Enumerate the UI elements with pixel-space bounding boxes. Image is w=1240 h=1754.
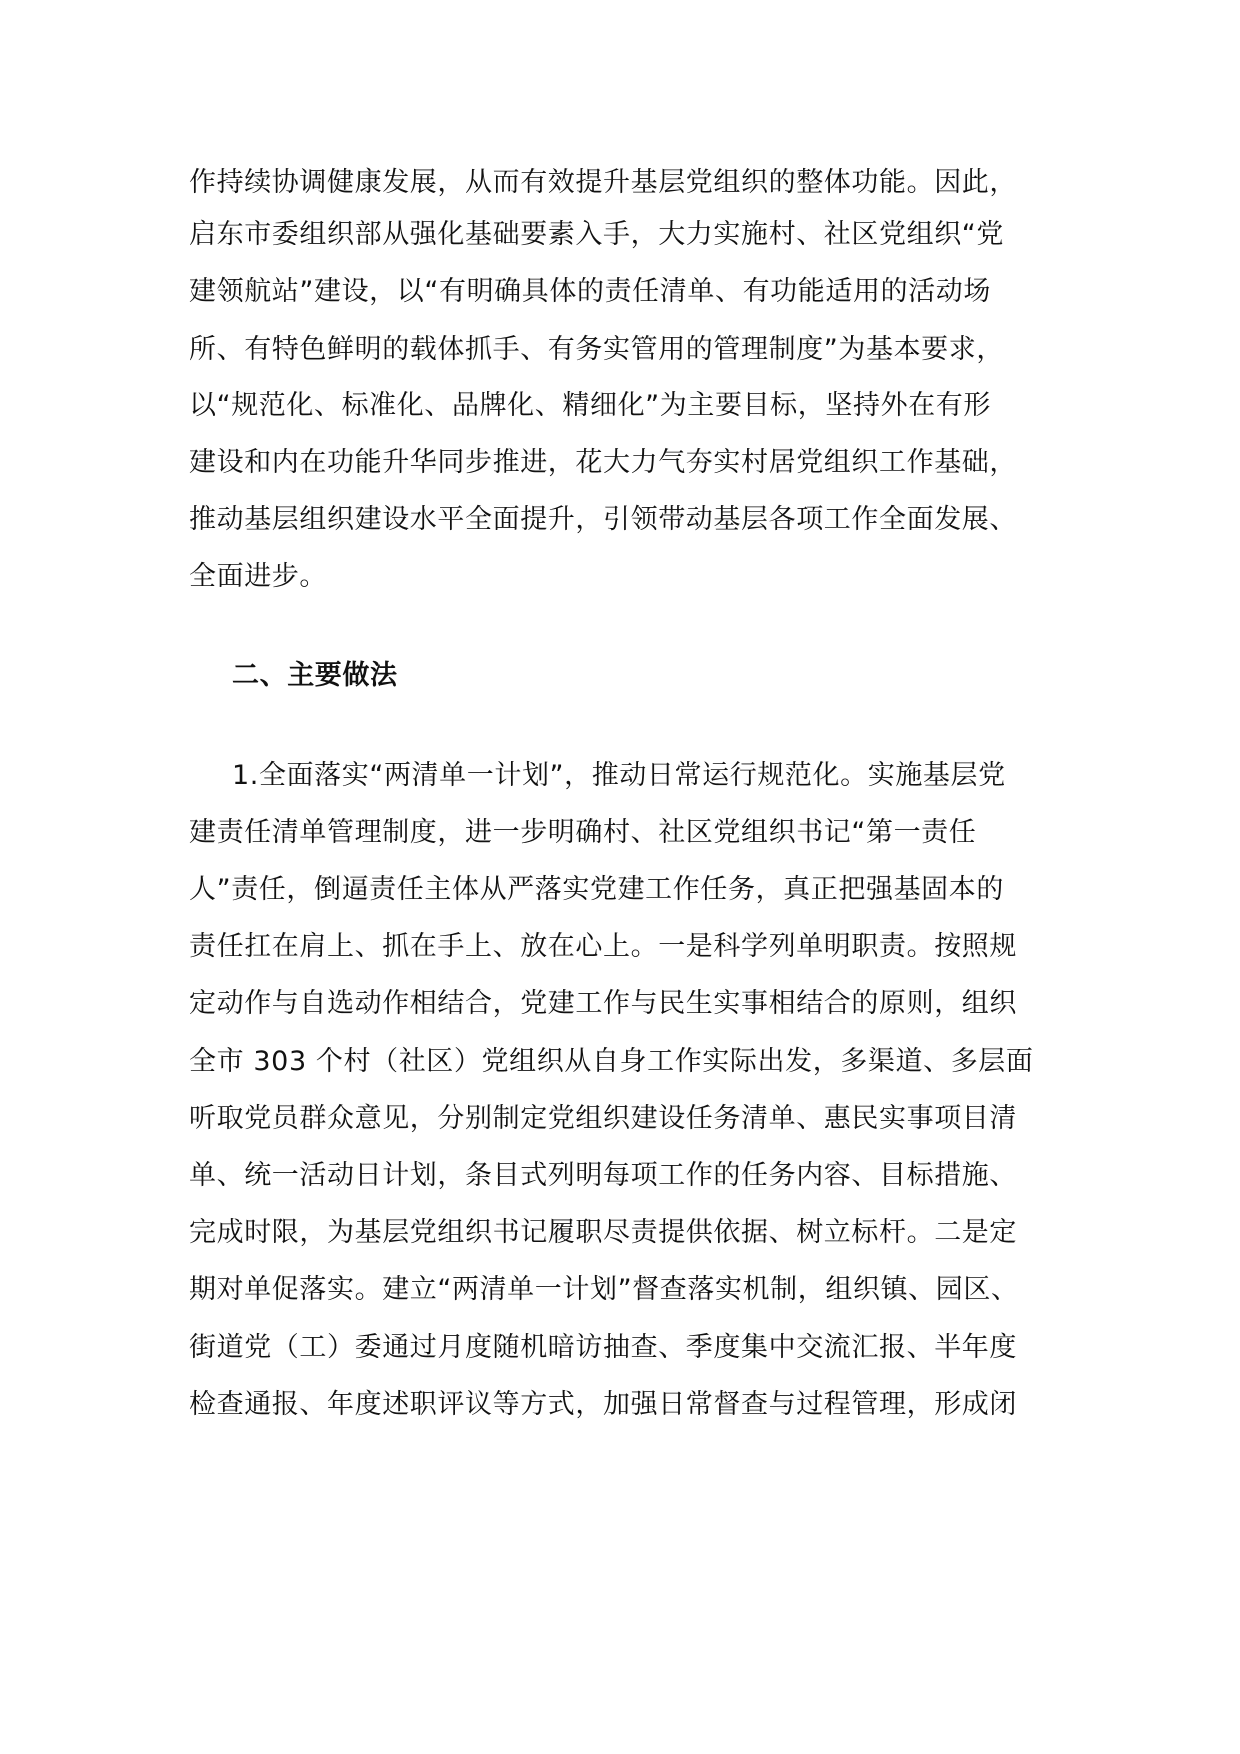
- paragraph2-line-3: 人”责任，倒逼责任主体从严落实党建工作任务，真正把强基固本的: [189, 874, 1004, 905]
- paragraph1-line-5: 以“规范化、标准化、品牌化、精细化”为主要目标，坚持外在有形: [189, 390, 991, 421]
- paragraph1-line-8: 全面进步。: [189, 561, 327, 592]
- paragraph2-line-10: 期对单促落实。建立“两清单一计划”督查落实机制，组织镇、园区、: [189, 1274, 1019, 1305]
- paragraph2-line-1: 1.全面落实“两清单一计划”，推动日常运行规范化。实施基层党: [232, 760, 1006, 791]
- paragraph2-line-12: 检查通报、年度述职评议等方式，加强日常督查与过程管理，形成闭: [189, 1389, 1017, 1420]
- paragraph2-line-6: 全市 303 个村（社区）党组织从自身工作实际出发，多渠道、多层面: [189, 1046, 1034, 1077]
- paragraph1-line-7: 推动基层组织建设水平全面提升，引领带动基层各项工作全面发展、: [189, 504, 1017, 535]
- paragraph2-line-4: 责任扛在肩上、抓在手上、放在心上。一是科学列单明职责。按照规: [189, 931, 1017, 962]
- paragraph2-line-7: 听取党员群众意见，分别制定党组织建设任务清单、惠民实事项目清: [189, 1103, 1017, 1134]
- paragraph1-line-2: 启东市委组织部从强化基础要素入手，大力实施村、社区党组织“党: [189, 219, 1004, 250]
- section-heading: 二、主要做法: [232, 660, 398, 691]
- paragraph2-line-9: 完成时限，为基层党组织书记履职尽责提供依据、树立标杆。二是定: [189, 1217, 1017, 1248]
- paragraph1-line-4: 所、有特色鲜明的载体抓手、有务实管用的管理制度”为基本要求，: [189, 334, 1004, 365]
- paragraph1-line-3: 建领航站”建设，以“有明确具体的责任清单、有功能适用的活动场: [189, 276, 991, 307]
- paragraph2-line-2: 建责任清单管理制度，进一步明确村、社区党组织书记“第一责任: [189, 817, 977, 848]
- paragraph2-line-8: 单、统一活动日计划，条目式列明每项工作的任务内容、目标措施、: [189, 1160, 1017, 1191]
- paragraph1-line-6: 建设和内在功能升华同步推进，花大力气夯实村居党组织工作基础，: [189, 447, 1017, 478]
- paragraph1-line-1: 作持续协调健康发展，从而有效提升基层党组织的整体功能。因此，: [189, 167, 1017, 198]
- paragraph2-line-5: 定动作与自选动作相结合，党建工作与民生实事相结合的原则，组织: [189, 988, 1017, 1019]
- paragraph2-line-11: 街道党（工）委通过月度随机暗访抽查、季度集中交流汇报、半年度: [189, 1332, 1017, 1363]
